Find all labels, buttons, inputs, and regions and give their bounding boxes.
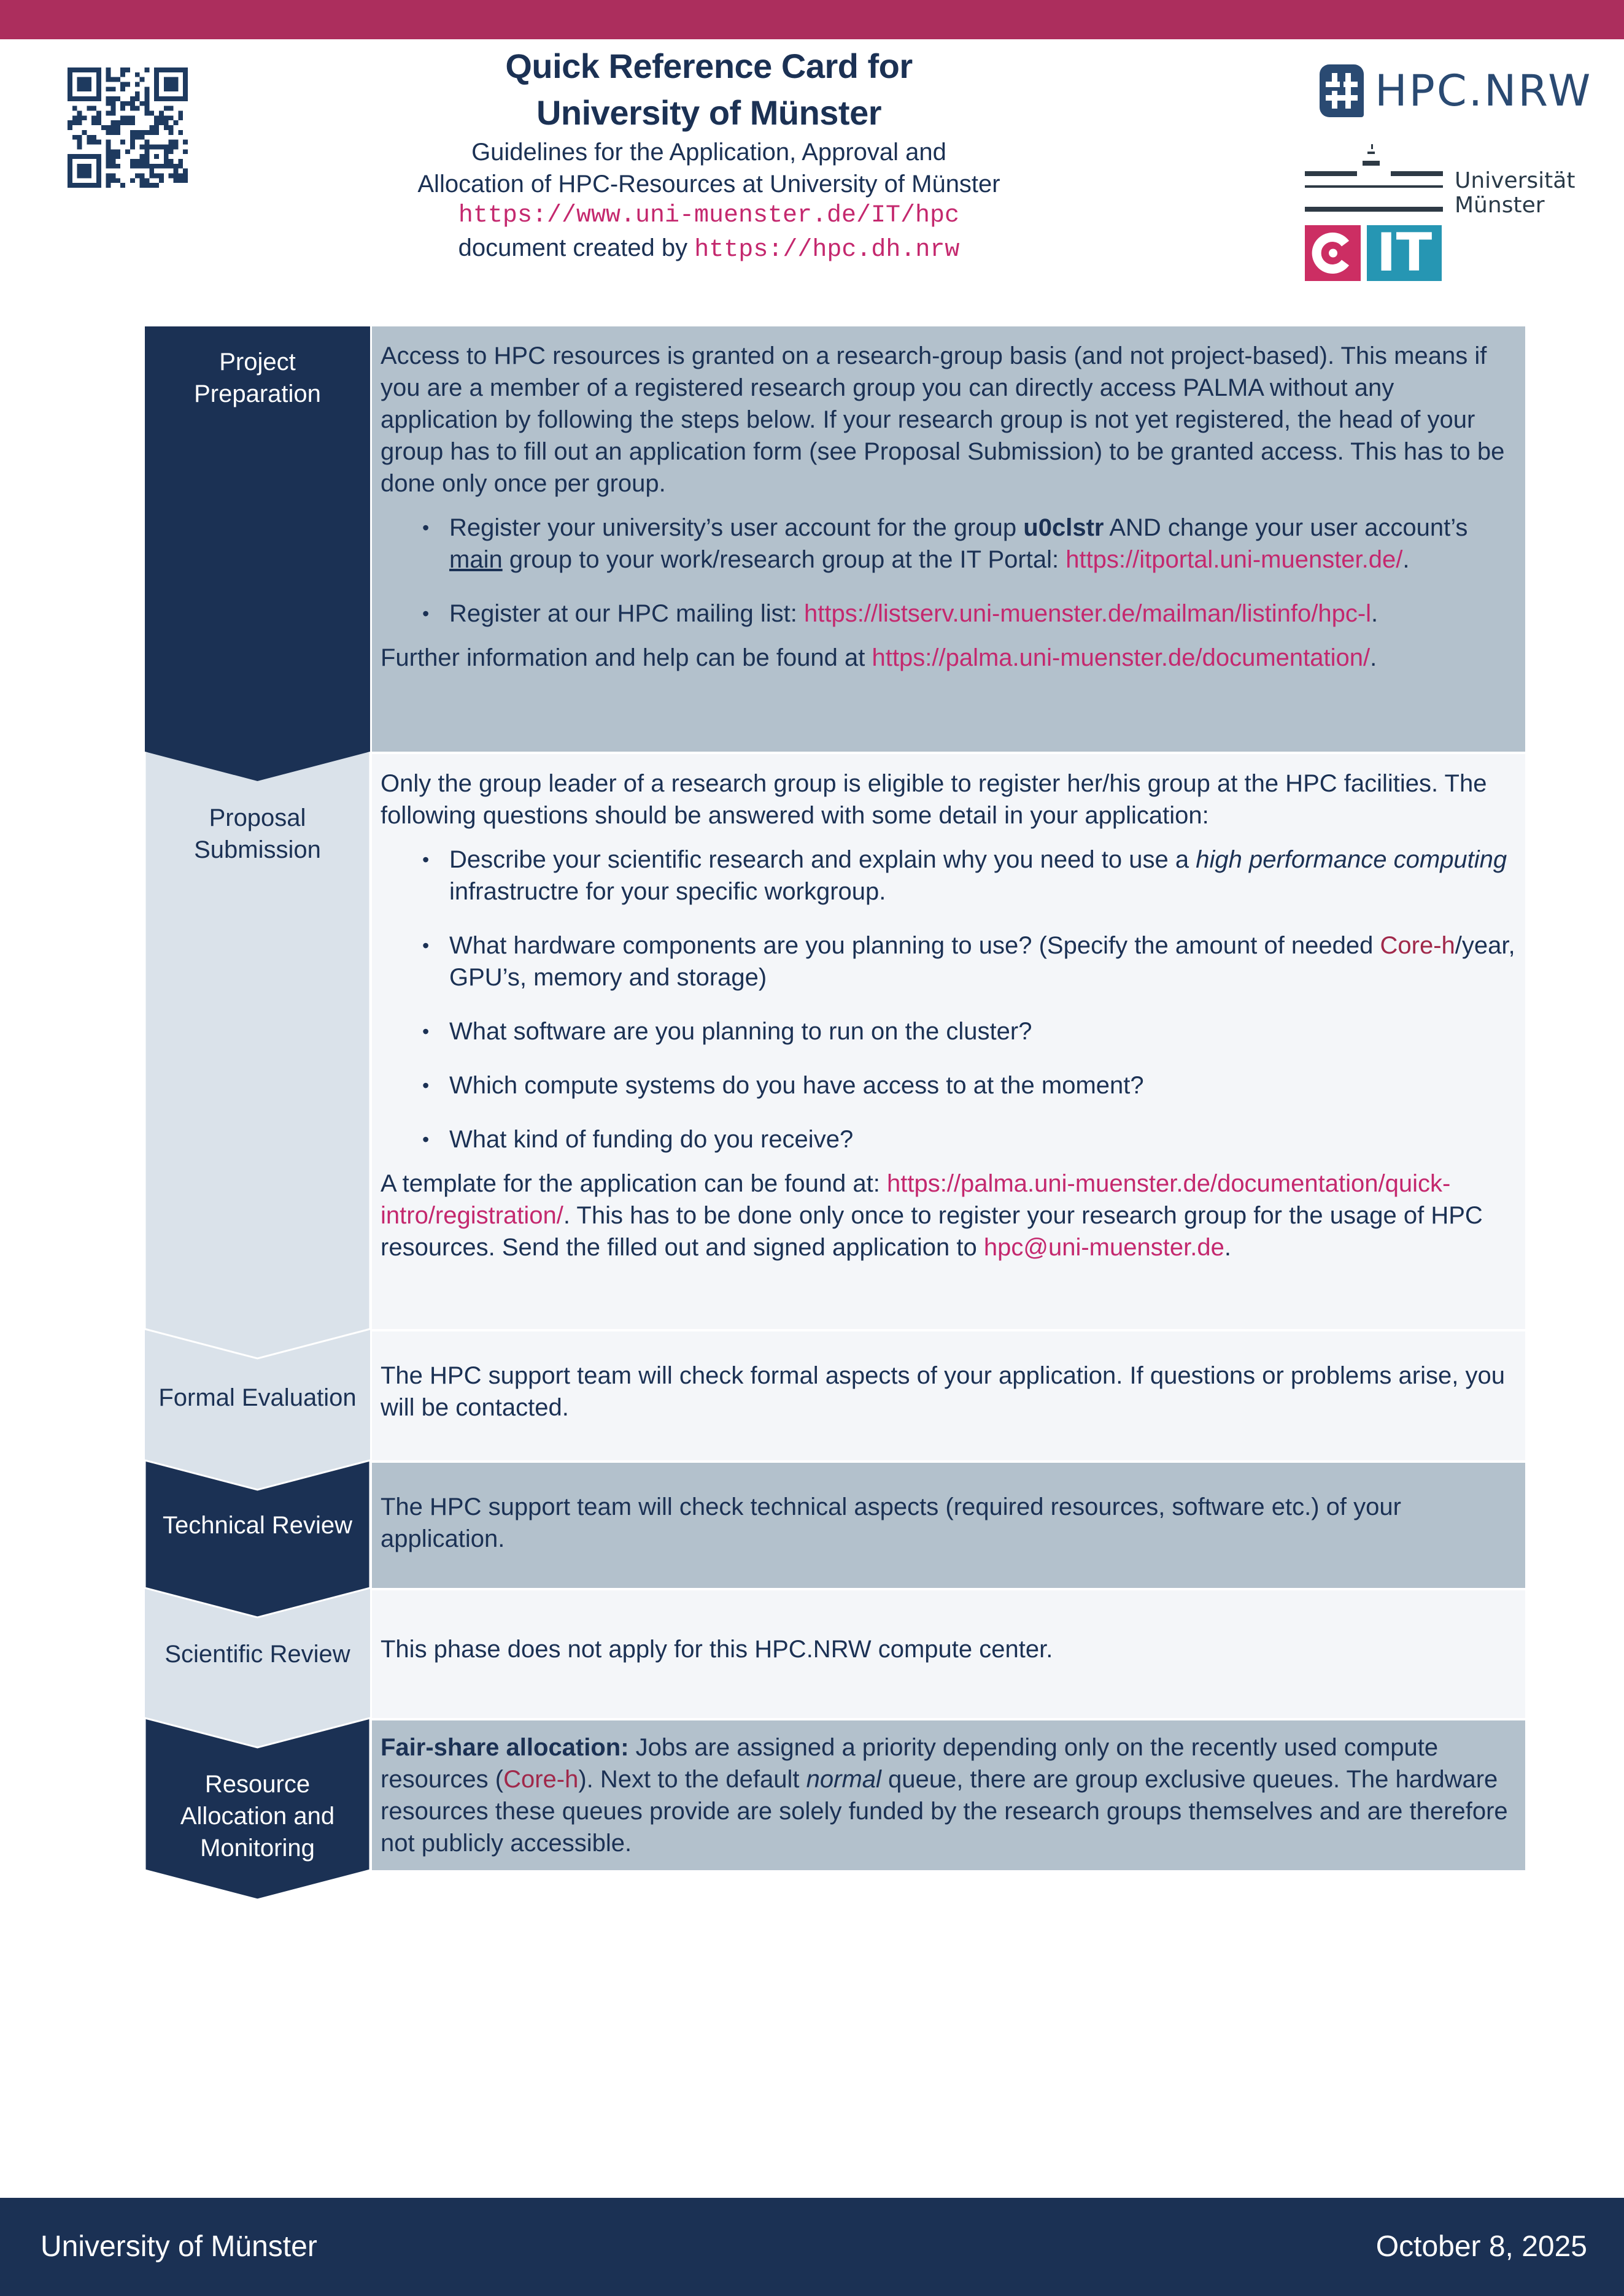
hpcnrw-logo-text: HPC.NRW [1375,66,1593,116]
step-text: This phase does not apply for this HPC.NRW compute center. [381,1636,1053,1663]
hpcnrw-logo [1320,64,1592,117]
list-item: • Register your university’s user account for the group u0clstr AND change your user account’s main group to your work/research group at the IT Portal: https://itportal.uni-muenster.de/. [449,512,1517,576]
outro-text: Further information and help can be found at https://palma.uni-muenster.de/documentation/. [381,644,1377,671]
page-title-line2: University of Münster [536,93,882,132]
page-title-line1: Quick Reference Card for [505,47,913,85]
registration-template-link[interactable]: https://palma.uni-muenster.de/documentation/quick-intro/registration/ [381,1170,1451,1229]
step-label-column [145,1460,370,1588]
step-label-column [145,752,370,1329]
fair-share-heading: Fair-share allocation: [381,1734,629,1761]
hpc-email-link[interactable]: hpc@uni-muenster.de [983,1234,1224,1261]
core-h-term[interactable]: Core-h [503,1766,579,1793]
step-label-column [145,1718,370,1870]
page-footer [0,2198,1624,2296]
cit-c-icon [1305,225,1361,281]
step-label-column [145,1329,370,1460]
step-content-formal-evaluation [372,1329,1525,1460]
footer-date: October 8, 2025 [1375,2230,1587,2263]
step-text: The HPC support team will check technical aspects (required resources, software etc.) of your application. [381,1493,1401,1552]
step-label-technical-review: Technical Review [162,1512,353,1539]
logo-group [1301,64,1593,291]
university-logo-text: Universität Münster [1455,168,1576,218]
hpcnrw-hash-icon [1320,64,1364,117]
itportal-link[interactable]: https://itportal.uni-muenster.de/ [1065,546,1403,573]
qr-code-icon[interactable] [68,67,188,188]
list-item: • Which compute systems do you have access to at the moment? [449,1069,1517,1101]
list-item: • Register at our HPC mailing list: https://listserv.uni-muenster.de/mailman/listinfo/hpc-l. [449,598,1517,630]
top-accent-bar [0,0,1624,39]
intro-text: Access to HPC resources is granted on a research-group basis (and not project-based). This means if you are a member of a registered research group you can directly access PALMA without any application by following the steps below. If your research group is not yet registered, the head of your group has to fill out an application form (see Proposal Submission) to be granted access. This has to be done only once per group. [381,342,1505,497]
list-item: • What hardware components are you planning to use? (Specify the amount of needed Core-h/year, GPU’s, memory and storage) [449,930,1517,993]
step-label-project-preparation: Project Preparation [194,349,321,407]
section-technical-review [145,1460,1525,1588]
step-text: The HPC support team will check formal aspects of your application. If questions or problems arise, you will be contacted. [381,1362,1505,1421]
list-item: • What kind of funding do you receive? [449,1123,1517,1155]
intro-text: Only the group leader of a research group is eligible to register her/his group at the HPC facilities. The following questions should be answered with some detail in your application: [381,770,1487,829]
mailing-list-link[interactable]: https://listserv.uni-muenster.de/mailman/listinfo/hpc-l [803,600,1372,627]
created-by-link[interactable]: https://hpc.dh.nrw [694,236,960,264]
list-item: • Describe your scientific research and explain why you need to use a high performance computing infrastructre for your specific workgroup. [449,844,1517,907]
step-label-scientific-review: Scientific Review [164,1641,350,1668]
subtitle-line2: Allocation of HPC-Resources at University of Münster [417,171,1000,198]
step-label-column [145,326,370,752]
step-content-scientific-review [372,1588,1525,1718]
step-content-project-preparation [372,326,1525,752]
question-list [381,844,1517,1155]
step-content-proposal-submission [372,752,1525,1329]
section-proposal-submission [145,752,1525,1329]
created-by-label: document created by [458,234,688,261]
process-flow [145,326,1525,1870]
step-label-formal-evaluation: Formal Evaluation [158,1384,357,1411]
subtitle-line1: Guidelines for the Application, Approval and [471,139,946,166]
cit-logo [1305,222,1442,283]
cit-it-text: IT [1367,225,1442,281]
step-content-technical-review [372,1460,1525,1588]
page-header [344,43,1074,266]
core-h-term[interactable]: Core-h [1380,932,1455,959]
step-label-proposal-submission: Proposal Submission [194,804,321,863]
section-project-preparation [145,326,1525,752]
documentation-link[interactable]: https://palma.uni-muenster.de/documentation/ [872,644,1371,671]
footer-institution: University of Münster [41,2230,317,2263]
step-label-resource-allocation: Resource Allocation and Monitoring [180,1771,335,1862]
section-resource-allocation [145,1718,1525,1870]
step-text: Fair-share allocation: Jobs are assigned a priority depending only on the recently used compute resources (Core-h). Next to the default normal queue, there are group exclusive queues. The hardware resources these queues provide are solely funded by the research groups themselves and are therefore not publicly accessible. [381,1734,1508,1857]
group-name: u0clstr [1023,514,1104,541]
list-item: • What software are you planning to run on the cluster? [449,1015,1517,1047]
bullet-list [381,512,1517,630]
outro-text: A template for the application can be found at: https://palma.uni-muenster.de/documentation/quick-intro/registration/. This has to be done only once to register your research group for the usage of HPC resources. Send the filled out and signed application to hpc@uni-muenster.de. [381,1170,1483,1261]
section-formal-evaluation [145,1329,1525,1460]
step-content-resource-allocation [372,1718,1525,1870]
hpc-website-link[interactable]: https://www.uni-muenster.de/IT/hpc [458,202,960,229]
